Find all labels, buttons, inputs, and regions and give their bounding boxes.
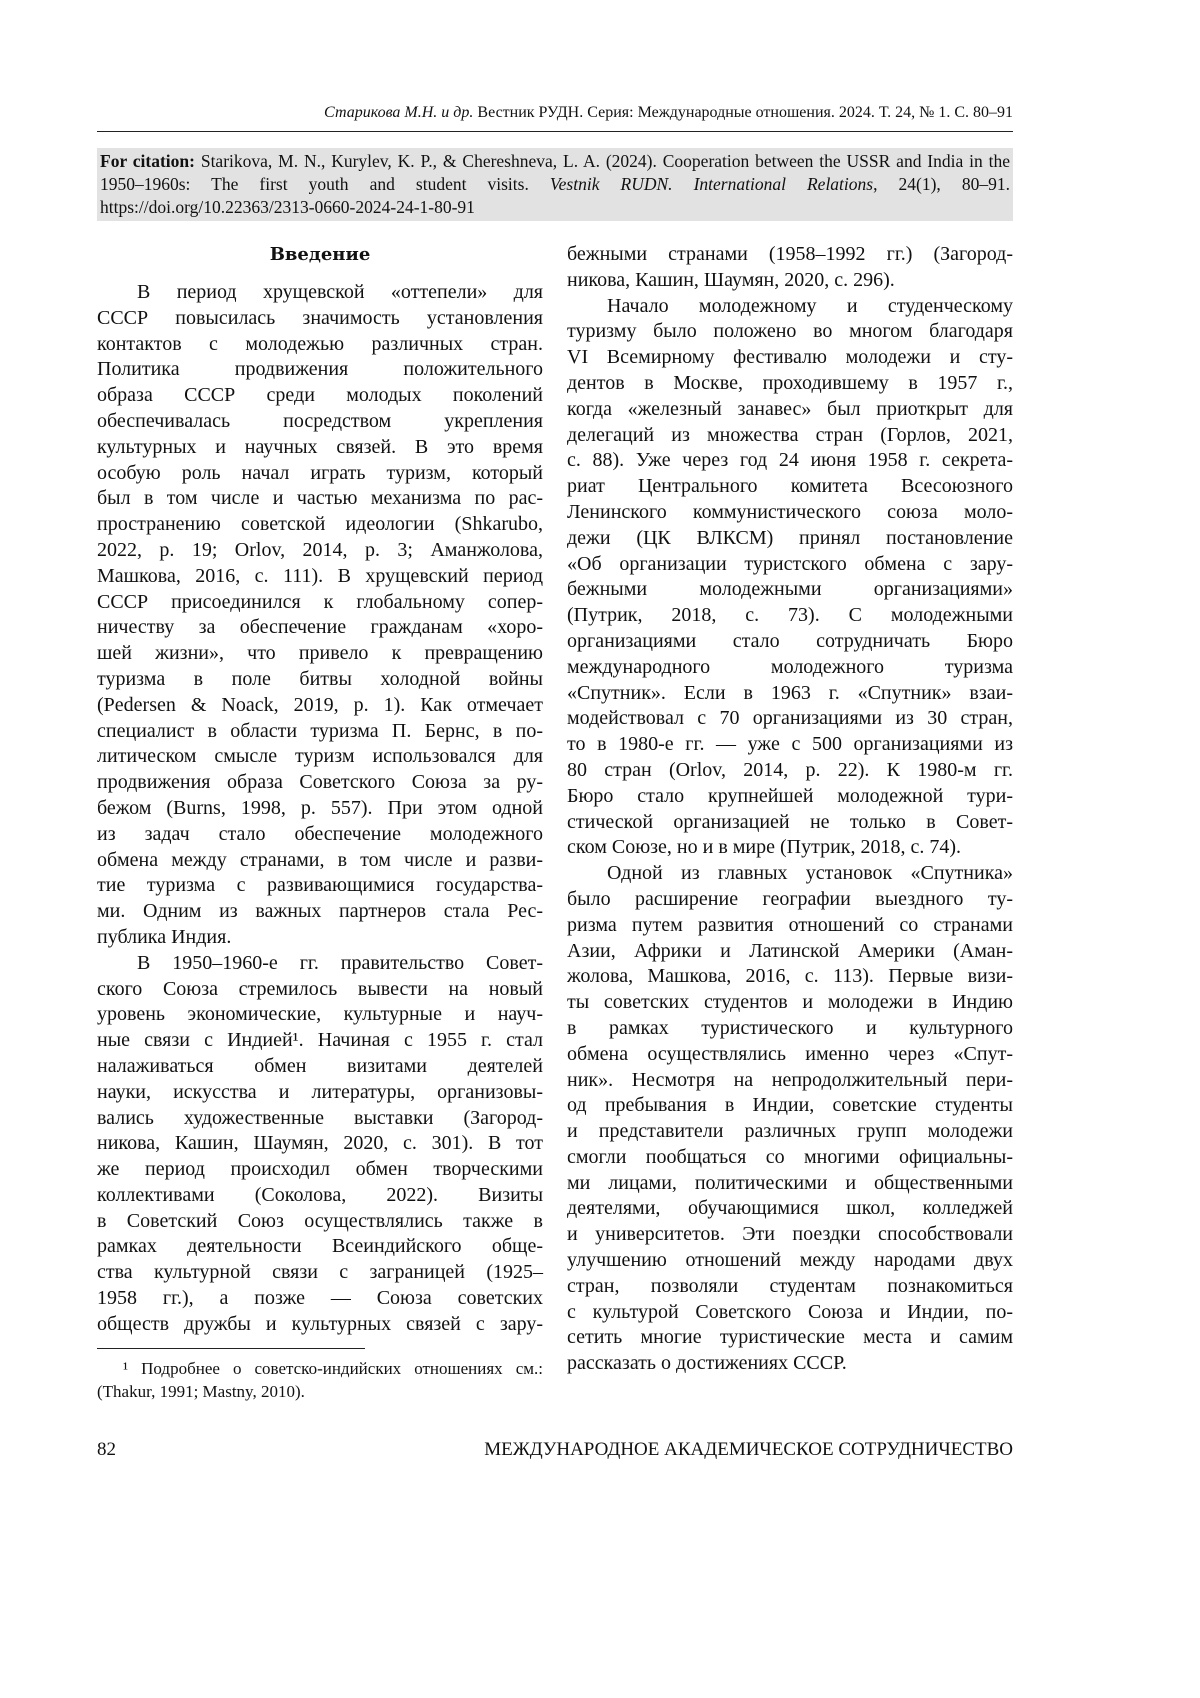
text-line: делегаций из множества стран (Горлов, 2021,	[567, 423, 1013, 449]
text-line: «Спутник». Если в 1963 г. «Спутник» взаи-	[567, 681, 1013, 707]
text-line: обеспечивалась посредством укрепления	[97, 409, 543, 435]
text-line: рамках деятельности Всеиндийского обще-	[97, 1234, 543, 1260]
text-line: коллективами (Соколова, 2022). Визиты	[97, 1183, 543, 1209]
section-heading: Введение	[97, 242, 543, 268]
citation-doi[interactable]: , 24(1), 80–91. https://doi.org/10.22363/2313-0660-2024-24-1-80-91	[100, 174, 1010, 217]
text-line: 2022, p. 19; Orlov, 2014, p. 3; Аманжолова,	[97, 538, 543, 564]
left-column	[97, 242, 543, 1338]
text-line: рассказать о достижениях СССР.	[567, 1351, 1013, 1377]
text-line: то в 1980-е гг. — уже с 500 организациями из	[567, 732, 1013, 758]
text-line: Начало молодежному и студенческому	[567, 294, 1013, 320]
text-line: из задач стало обеспечение молодежного	[97, 822, 543, 848]
text-line: публика Индия.	[97, 925, 543, 951]
page-number: 82	[97, 1439, 116, 1461]
text-line: ми. Одним из важных партнеров стала Рес-	[97, 899, 543, 925]
citation-text: Starikova, M. N., Kurylev, K. P., & Chereshneva, L. A. (2024). Cooperation between the USSR and India in the 1950–1960s: The first youth and student visits.	[100, 151, 1010, 194]
text-line: когда «железный занавес» был приоткрыт для	[567, 397, 1013, 423]
text-line: обмена между странами, в том числе и разви-	[97, 848, 543, 874]
text-line: дежи (ЦК ВЛКСМ) принял постановление	[567, 526, 1013, 552]
text-line: пространению советской идеологии (Shkarubo,	[97, 512, 543, 538]
text-line: В 1950–1960-е гг. правительство Совет-	[97, 951, 543, 977]
text-line: тие туризма с развивающимися государства-	[97, 873, 543, 899]
footnote-line: ¹ Подробнее о советско-индийских отношениях см.:	[97, 1357, 543, 1380]
text-line: культурных и научных связей. В это время	[97, 435, 543, 461]
text-line: налаживаться обмен визитами деятелей	[97, 1054, 543, 1080]
text-line: од пребывания в Индии, советские студенты	[567, 1093, 1013, 1119]
text-line: специалист в области туризма П. Бернс, в по-	[97, 719, 543, 745]
text-line: продвижения образа Советского Союза за ру-	[97, 770, 543, 796]
text-line: контактов с молодежью различных стран.	[97, 332, 543, 358]
text-line: ризма путем развития отношений со странами	[567, 913, 1013, 939]
text-line: деятелями, обучающимися школ, колледжей	[567, 1196, 1013, 1222]
text-line: в Советский Союз осуществлялись также в	[97, 1209, 543, 1235]
text-line: и университетов. Эти поездки способствовали	[567, 1222, 1013, 1248]
text-line: стической организацией не только в Совет-	[567, 810, 1013, 836]
text-line: 80 стран (Orlov, 2014, p. 22). К 1980-м гг.	[567, 758, 1013, 784]
text-line: «Об организации туристского обмена с зару-	[567, 552, 1013, 578]
text-line: ничеству за обеспечение гражданам «хоро-	[97, 615, 543, 641]
footnote	[97, 1357, 543, 1403]
text-line: ском Союзе, но и в мире (Путрик, 2018, с. 74).	[567, 835, 1013, 861]
text-line: бежом (Burns, 1998, p. 557). При этом одной	[97, 796, 543, 822]
text-line: стран, позволяли студентам познакомиться	[567, 1274, 1013, 1300]
text-line: бежными молодежными организациями»	[567, 577, 1013, 603]
text-line: же период происходил обмен творческими	[97, 1157, 543, 1183]
text-line: ные связи с Индией¹. Начиная с 1955 г. стал	[97, 1028, 543, 1054]
running-header	[97, 104, 1013, 122]
text-line: шей жизни», что привело к превращению	[97, 641, 543, 667]
text-line: науки, искусства и литературы, организовы-	[97, 1080, 543, 1106]
text-line: (Путрик, 2018, с. 73). С молодежными	[567, 603, 1013, 629]
right-column-body	[567, 242, 1013, 1377]
text-line: и представители различных групп молодежи	[567, 1119, 1013, 1145]
text-line: с. 88). Уже через год 24 июня 1958 г. секрета-	[567, 448, 1013, 474]
text-line: 1958 гг.), а позже — Союза советских	[97, 1286, 543, 1312]
text-line: туризма в поле битвы холодной войны	[97, 667, 543, 693]
footer-section-name: МЕЖДУНАРОДНОЕ АКАДЕМИЧЕСКОЕ СОТРУДНИЧЕСТВО	[484, 1439, 1013, 1461]
citation-label: For citation:	[100, 151, 195, 171]
text-line: ства культурной связи с заграницей (1925–	[97, 1260, 543, 1286]
citation-box	[97, 148, 1013, 221]
text-line: туризму было положено во многом благодаря	[567, 319, 1013, 345]
text-line: вались художественные выставки (Загород-	[97, 1106, 543, 1132]
text-line: дентов в Москве, проходившему в 1957 г.,	[567, 371, 1013, 397]
left-column-body	[97, 280, 543, 1338]
text-line: был в том числе и частью механизма по рас-	[97, 486, 543, 512]
header-authors: Старикова М.Н. и др.	[324, 104, 473, 121]
paragraph	[97, 280, 543, 951]
text-line: (Pedersen & Noack, 2019, p. 1). Как отмечает	[97, 693, 543, 719]
citation-journal: Vestnik RUDN. International Relations	[550, 174, 873, 194]
text-line: организациями стало сотрудничать Бюро	[567, 629, 1013, 655]
text-line: в рамках туристического и культурного	[567, 1016, 1013, 1042]
text-line: риат Центрального комитета Всесоюзного	[567, 474, 1013, 500]
text-line: никова, Кашин, Шаумян, 2020, с. 301). В тот	[97, 1131, 543, 1157]
text-line: Машкова, 2016, с. 111). В хрущевский период	[97, 564, 543, 590]
paragraph	[97, 951, 543, 1338]
footnote-rule	[97, 1348, 365, 1349]
footnote-line: (Thakur, 1991; Mastny, 2010).	[97, 1380, 543, 1403]
paragraph	[567, 861, 1013, 1377]
text-line: VI Всемирному фестивалю молодежи и сту-	[567, 345, 1013, 371]
text-line: никова, Кашин, Шаумян, 2020, с. 296).	[567, 268, 1013, 294]
text-line: ми лицами, политическими и общественными	[567, 1171, 1013, 1197]
text-line: сетить многие туристические места и самим	[567, 1325, 1013, 1351]
text-line: было расширение географии выездного ту-	[567, 887, 1013, 913]
text-line: с культурой Советского Союза и Индии, по-	[567, 1300, 1013, 1326]
text-line: образа СССР среди молодых поколений	[97, 383, 543, 409]
text-line: обмена осуществлялись именно через «Спут-	[567, 1042, 1013, 1068]
text-line: Политика продвижения положительного	[97, 357, 543, 383]
text-line: литическом смысле туризм использовался для	[97, 744, 543, 770]
text-line: Бюро стало крупнейшей молодежной тури-	[567, 784, 1013, 810]
text-line: Одной из главных установок «Спутника»	[567, 861, 1013, 887]
header-journal-ref: Вестник РУДН. Серия: Международные отношения. 2024. Т. 24, № 1. С. 80–91	[473, 104, 1013, 121]
text-line: уровень экономические, культурные и науч-	[97, 1002, 543, 1028]
text-line: СССР повысилась значимость установления	[97, 306, 543, 332]
text-line: ского Союза стремилось вывести на новый	[97, 977, 543, 1003]
text-line: улучшению отношений между народами двух	[567, 1248, 1013, 1274]
text-line: международного молодежного туризма	[567, 655, 1013, 681]
text-line: смогли пообщаться со многими официальны-	[567, 1145, 1013, 1171]
text-line: ник». Несмотря на непродолжительный пери-	[567, 1068, 1013, 1094]
text-line: Азии, Африки и Латинской Америки (Аман-	[567, 939, 1013, 965]
text-line: Ленинского коммунистического союза моло-	[567, 500, 1013, 526]
text-line: ты советских студентов и молодежи в Индию	[567, 990, 1013, 1016]
right-column	[567, 242, 1013, 1377]
text-line: модействовал с 70 организациями из 30 стран,	[567, 706, 1013, 732]
text-line: бежными странами (1958–1992 гг.) (Загород-	[567, 242, 1013, 268]
text-line: особую роль начал играть туризм, который	[97, 461, 543, 487]
text-line: жолова, Машкова, 2016, с. 113). Первые визи-	[567, 964, 1013, 990]
text-line: СССР присоединился к глобальному сопер-	[97, 590, 543, 616]
paragraph	[567, 242, 1013, 294]
text-line: обществ дружбы и культурных связей с зару-	[97, 1312, 543, 1338]
text-line: В период хрущевской «оттепели» для	[97, 280, 543, 306]
paragraph	[567, 294, 1013, 862]
header-rule	[97, 131, 1013, 132]
